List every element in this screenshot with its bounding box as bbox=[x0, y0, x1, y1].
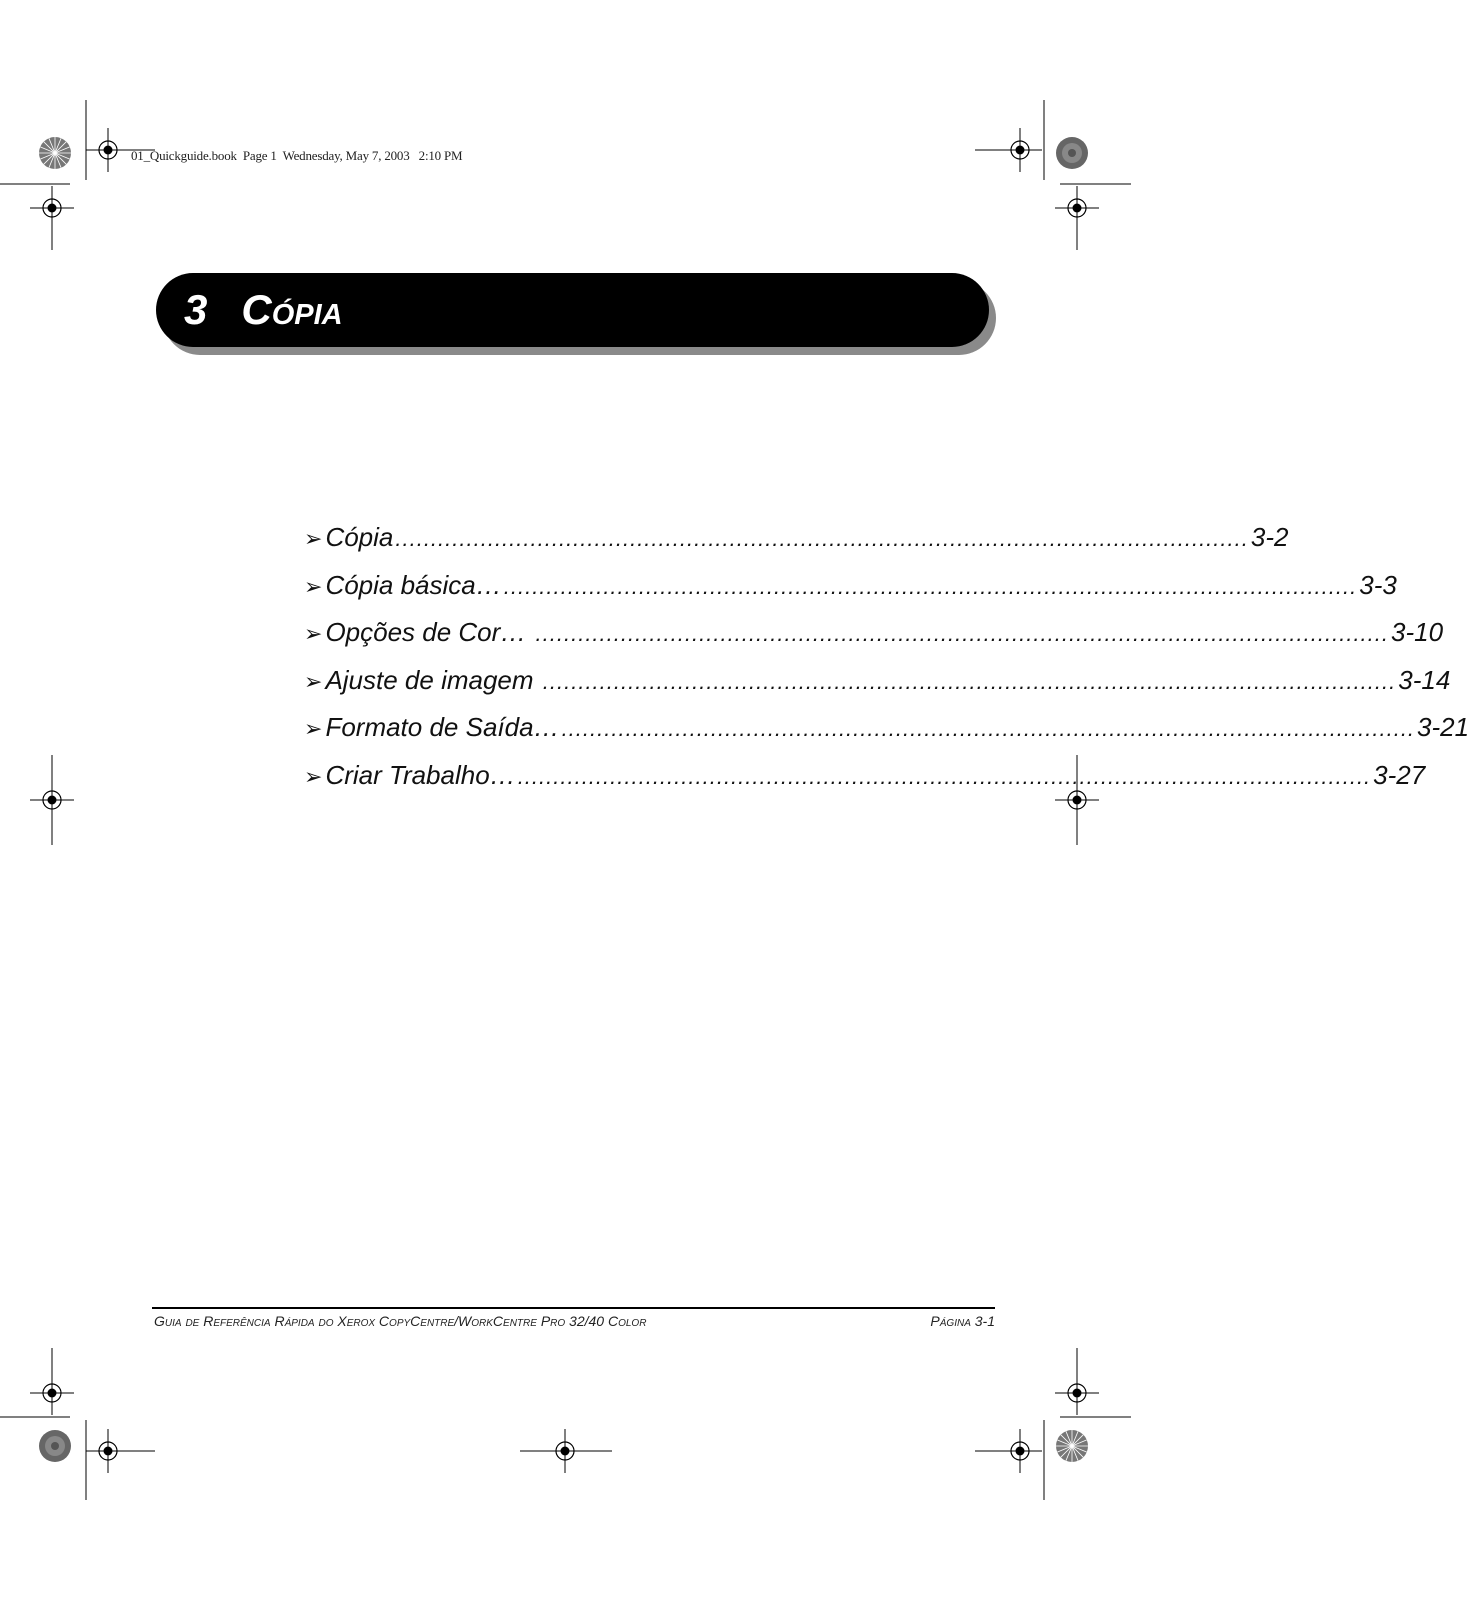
print-info-line: 01_Quickguide.book Page 1 Wednesday, May 7, 2003 2:10 PM bbox=[131, 148, 463, 163]
toc-item-label: Cópia bbox=[325, 522, 394, 552]
toc-item-page: 3-27 bbox=[1373, 759, 1426, 790]
toc-item-label: Cópia básica… bbox=[325, 569, 502, 600]
arrow-bullet-icon: ➢ bbox=[304, 716, 323, 742]
toc-item-label: Formato de Saída… bbox=[325, 712, 560, 743]
toc-item-label: Ajuste de imagem bbox=[325, 664, 541, 695]
table-of-contents bbox=[304, 522, 1469, 808]
footer-page-number: Página 3-1 bbox=[930, 1313, 995, 1329]
dot-leader: ........................................................................................................................ bbox=[542, 668, 1397, 694]
dot-leader: ........................................................................................................................ bbox=[535, 621, 1390, 647]
footer-title: Guia de Referência Rápida do Xerox CopyCentre/WorkCentre Pro 32/40 Color bbox=[154, 1313, 647, 1329]
toc-item[interactable] bbox=[304, 664, 1451, 713]
arrow-bullet-icon: ➢ bbox=[304, 668, 323, 694]
dot-leader: ........................................................................................................................ bbox=[395, 526, 1249, 551]
arrow-bullet-icon: ➢ bbox=[304, 573, 323, 599]
toc-item-page: 3-3 bbox=[1359, 569, 1397, 600]
footer-rule bbox=[152, 1307, 995, 1309]
toc-item[interactable] bbox=[304, 569, 1397, 618]
toc-item-label: Opções de Cor… bbox=[325, 617, 534, 648]
toc-item[interactable] bbox=[304, 759, 1426, 808]
arrow-bullet-icon: ➢ bbox=[304, 526, 323, 551]
toc-item-page: 3-2 bbox=[1250, 522, 1289, 552]
dot-leader: ........................................................................................................................ bbox=[503, 573, 1358, 599]
toc-item-page: 3-14 bbox=[1398, 664, 1451, 695]
arrow-bullet-icon: ➢ bbox=[304, 763, 323, 789]
dot-leader: ........................................................................................................................ bbox=[561, 716, 1416, 742]
toc-item[interactable] bbox=[304, 617, 1444, 665]
toc-item-page: 3-21 bbox=[1417, 712, 1469, 743]
toc-item-page: 3-10 bbox=[1391, 617, 1444, 648]
chapter-banner bbox=[156, 273, 989, 347]
dot-leader: ........................................................................................................................ bbox=[517, 763, 1372, 789]
chapter-title: Cópia bbox=[241, 286, 343, 333]
chapter-number: 3 bbox=[184, 286, 208, 333]
toc-item[interactable] bbox=[304, 522, 1289, 570]
toc-item-label: Criar Trabalho… bbox=[325, 759, 516, 790]
arrow-bullet-icon: ➢ bbox=[304, 621, 323, 647]
toc-item[interactable] bbox=[304, 712, 1469, 760]
